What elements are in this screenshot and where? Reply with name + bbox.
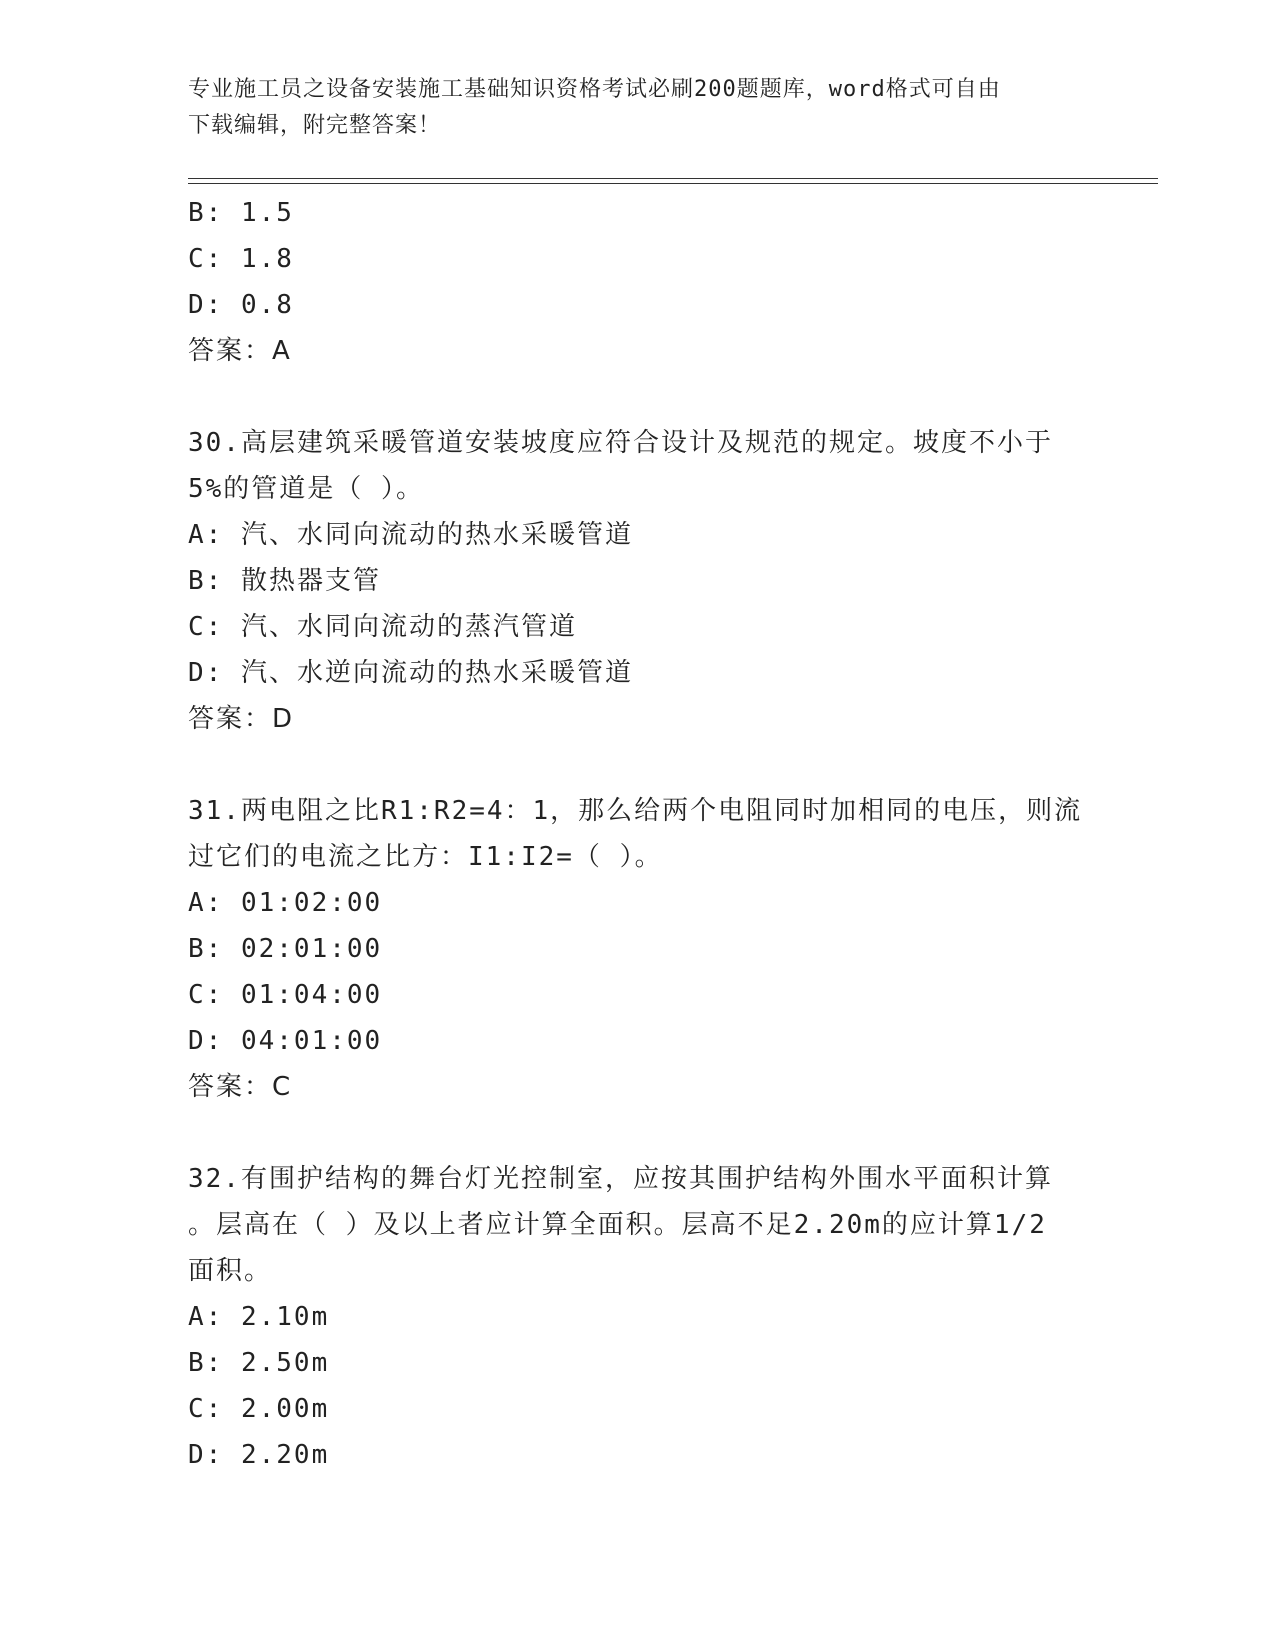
question-stem xyxy=(188,788,1088,880)
question-spacer xyxy=(188,374,1088,420)
header-divider-bottom xyxy=(188,183,1158,184)
option-c: C: 2.00m xyxy=(188,1394,330,1424)
question-stem xyxy=(188,1156,1088,1294)
question-stem-line: 面积。 xyxy=(188,1256,273,1286)
option-b: B: 1.5 xyxy=(188,198,294,228)
document-body xyxy=(188,190,1088,1478)
option-a: A: 2.10m xyxy=(188,1302,330,1332)
option-a: A: 01:02:00 xyxy=(188,888,383,918)
option-b: B: 散热器支管 xyxy=(188,566,381,596)
question-stem xyxy=(188,420,1088,512)
document-header xyxy=(188,72,1068,144)
header-title-line-1: 专业施工员之设备安装施工基础知识资格考试必刷200题题库，word格式可自由 xyxy=(188,77,1001,102)
question-stem-line: 。层高在（ ）及以上者应计算全面积。层高不足2.20m的应计算1/2 xyxy=(188,1210,1047,1240)
question-31 xyxy=(188,788,1088,1110)
option-b: B: 2.50m xyxy=(188,1348,330,1378)
option-c: C: 01:04:00 xyxy=(188,980,383,1010)
question-spacer xyxy=(188,1110,1088,1156)
header-divider-top xyxy=(188,178,1158,179)
carryover-question xyxy=(188,190,1088,374)
answer-line: 答案：D xyxy=(188,704,295,734)
option-c: C: 1.8 xyxy=(188,244,294,274)
option-c: C: 汽、水同向流动的蒸汽管道 xyxy=(188,612,577,642)
answer-line: 答案：A xyxy=(188,336,292,366)
question-32 xyxy=(188,1156,1088,1478)
question-stem-line: 5%的管道是（ ）。 xyxy=(188,474,424,504)
option-d: D: 汽、水逆向流动的热水采暖管道 xyxy=(188,658,633,688)
option-b: B: 02:01:00 xyxy=(188,934,383,964)
question-stem-line: 过它们的电流之比方：I1:I2=（ ）。 xyxy=(188,842,663,872)
question-spacer xyxy=(188,742,1088,788)
question-stem-line: 32.有围护结构的舞台灯光控制室，应按其围护结构外围水平面积计算 xyxy=(188,1164,1053,1194)
question-stem-line: 31.两电阻之比R1:R2=4：1，那么给两个电阻同时加相同的电压，则流 xyxy=(188,796,1083,826)
option-d: D: 0.8 xyxy=(188,290,294,320)
question-stem-line: 30.高层建筑采暖管道安装坡度应符合设计及规范的规定。坡度不小于 xyxy=(188,428,1053,458)
question-30 xyxy=(188,420,1088,742)
answer-line: 答案：C xyxy=(188,1072,293,1102)
option-d: D: 04:01:00 xyxy=(188,1026,383,1056)
header-title-line-2: 下载编辑，附完整答案！ xyxy=(188,113,442,138)
option-a: A: 汽、水同向流动的热水采暖管道 xyxy=(188,520,633,550)
option-d: D: 2.20m xyxy=(188,1440,330,1470)
